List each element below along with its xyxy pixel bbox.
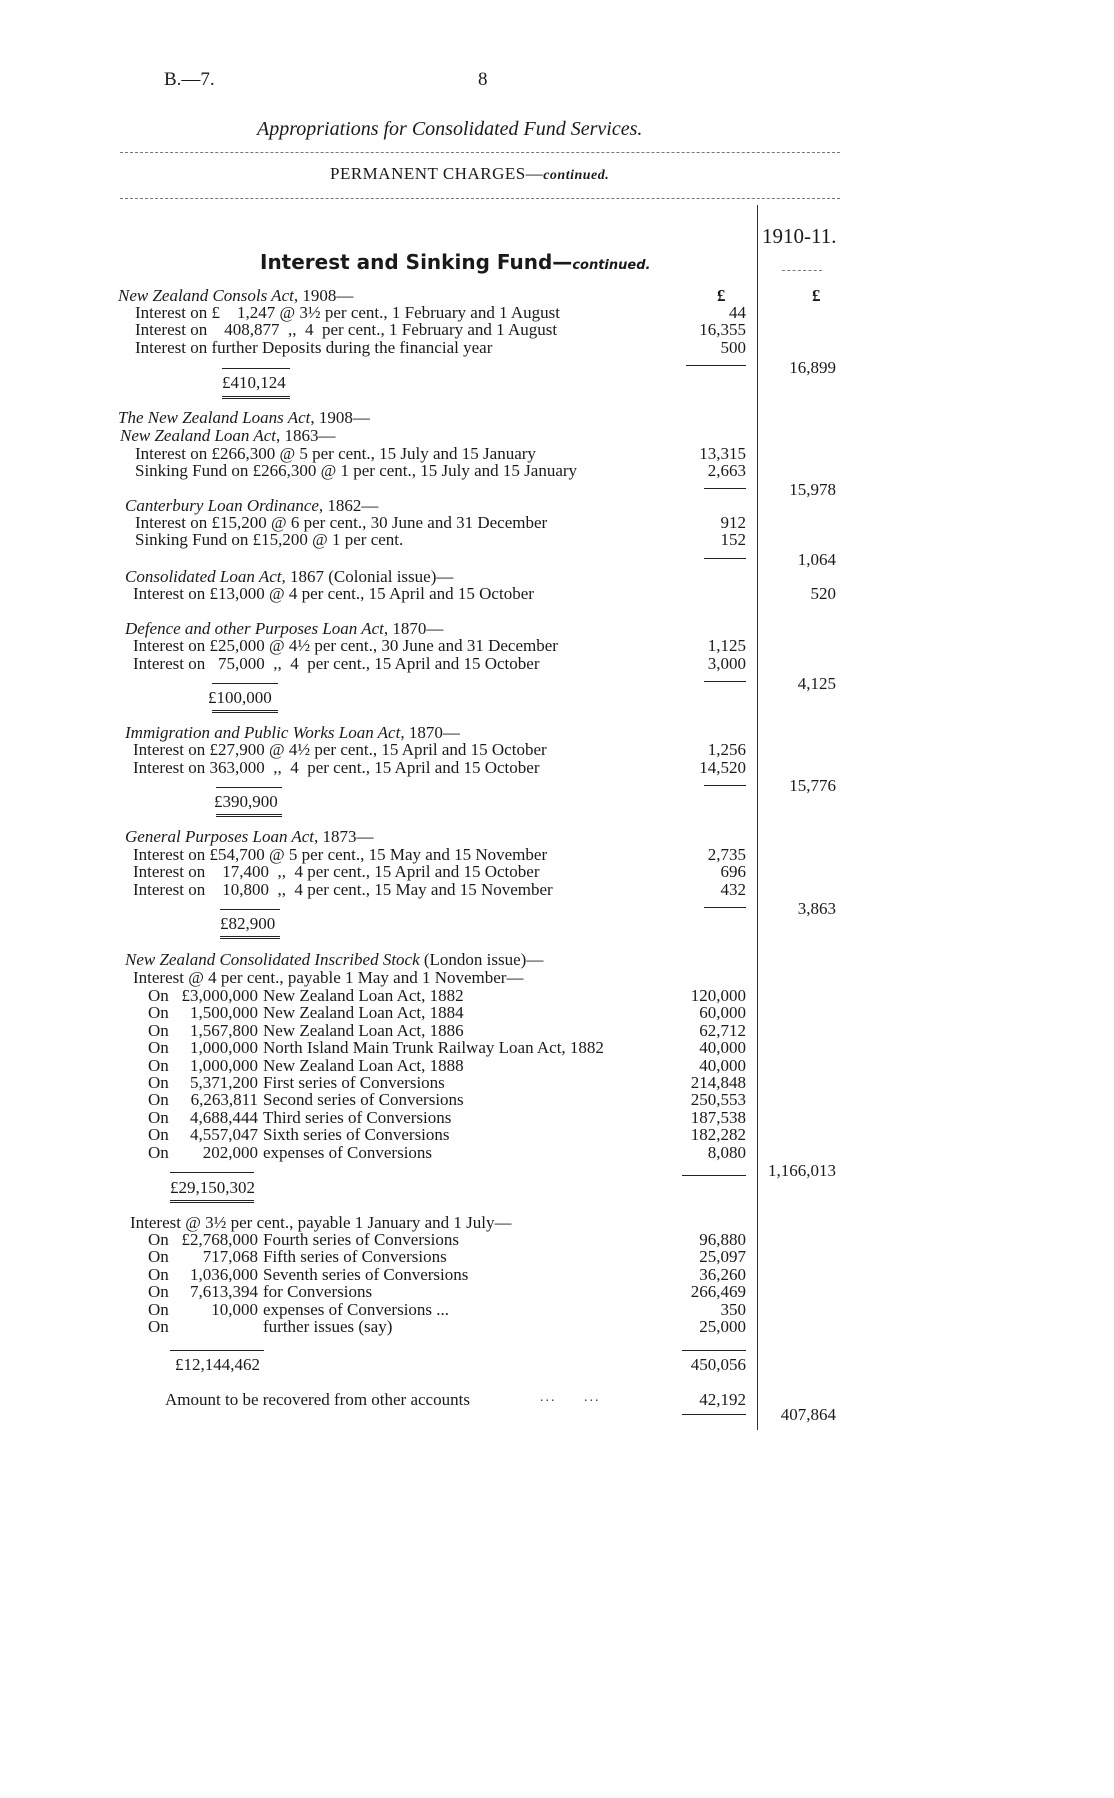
- sum-rule: [170, 1172, 254, 1173]
- section-title: Canterbury Loan Ordinance, 1862—: [125, 496, 379, 515]
- sum-rule: [170, 1350, 264, 1351]
- divider: [120, 198, 840, 199]
- row-prefix: On: [148, 1125, 169, 1145]
- pound-sign-year-column: £: [812, 286, 821, 305]
- year-column-header: 1910-11.: [762, 224, 837, 248]
- section-total: 15,978: [789, 480, 836, 499]
- row-description: New Zealand Loan Act, 1882: [263, 986, 464, 1005]
- row-description: Fifth series of Conversions: [263, 1247, 447, 1267]
- section-heading: Interest and Sinking Fund—continued.: [260, 250, 651, 274]
- row-description: New Zealand Loan Act, 1886: [263, 1020, 464, 1040]
- capital-value: 1,500,000: [190, 1003, 258, 1023]
- section-subtitle: New Zealand Loan Act, 1863—: [120, 426, 336, 445]
- line-item-amount: 912: [720, 513, 746, 532]
- row-prefix: On: [148, 1247, 169, 1267]
- recovered-label: Amount to be recovered from other accounts: [165, 1390, 470, 1409]
- row-prefix: On: [148, 1317, 169, 1336]
- group-heading: Interest @ 3½ per cent., payable 1 January and 1 July—: [130, 1213, 512, 1232]
- divider: [120, 152, 840, 153]
- double-rule: [216, 814, 282, 817]
- line-item-amount: 8,080: [707, 1142, 746, 1162]
- capital-value: 4,688,444: [190, 1107, 258, 1127]
- row-prefix: On: [148, 1264, 169, 1284]
- row-prefix: On: [148, 1073, 169, 1092]
- sum-rule: [216, 787, 282, 788]
- section-title: The New Zealand Loans Act, 1908—: [118, 408, 370, 427]
- line-item-label: Interest on further Deposits during the financial year: [135, 338, 493, 357]
- row-description: expenses of Conversions ...: [263, 1299, 450, 1319]
- sum-rule: [222, 368, 290, 369]
- capital-value: 1,567,800: [190, 1020, 258, 1040]
- sum-rule: [682, 1175, 746, 1176]
- line-item-label: Interest on 10,800 ,, 4 per cent., 15 May and 15 November: [133, 880, 553, 899]
- line-item-amount: 1,125: [707, 636, 746, 655]
- row-description: Fourth series of Conversions: [263, 1230, 459, 1249]
- sum-rule: [220, 909, 280, 910]
- capital-value: 10,000: [211, 1299, 258, 1319]
- sum-rule: [704, 488, 746, 489]
- line-item-amount: 13,315: [699, 444, 746, 463]
- page-subtitle: PERMANENT CHARGES—continued.: [330, 164, 610, 183]
- row-prefix: On: [148, 1142, 169, 1162]
- section-total: 16,899: [789, 358, 836, 377]
- row-prefix: On: [148, 1055, 169, 1075]
- row-description: Sixth series of Conversions: [263, 1125, 450, 1145]
- sum-rule: [704, 785, 746, 786]
- line-item-amount: 96,880: [699, 1230, 746, 1249]
- line-item-label: Interest on 363,000 ,, 4 per cent., 15 April and 15 October: [133, 758, 540, 777]
- capital-value: 202,000: [202, 1142, 258, 1162]
- capital-value: 6,263,811: [190, 1090, 258, 1110]
- sum-rule: [704, 681, 746, 682]
- leader-dots: ... ...: [540, 1390, 601, 1405]
- line-item-amount: 152: [720, 530, 746, 549]
- line-item-amount: 250,553: [690, 1090, 746, 1110]
- line-item-amount: 40,000: [699, 1038, 746, 1058]
- row-description: further issues (say): [263, 1317, 393, 1336]
- line-item-label: Sinking Fund on £266,300 @ 1 per cent., 15 July and 15 January: [135, 461, 578, 480]
- line-item-amount: 696: [720, 862, 746, 881]
- section-title: New Zealand Consols Act, 1908—: [118, 286, 354, 305]
- pound-sign-amount-column: £: [717, 286, 726, 305]
- capital-value: 4,557,047: [190, 1125, 258, 1145]
- double-rule: [220, 936, 280, 939]
- page-number: 8: [478, 69, 488, 90]
- section-title: Immigration and Public Works Loan Act, 1870—: [125, 723, 460, 742]
- line-item-label: Sinking Fund on £15,200 @ 1 per cent.: [135, 530, 404, 549]
- row-prefix: On: [148, 1230, 169, 1249]
- line-item-amount: 25,097: [699, 1247, 746, 1267]
- subtotal-amount: 450,056: [690, 1355, 746, 1374]
- line-item-amount: 266,469: [690, 1282, 746, 1302]
- capital-value: £3,000,000: [181, 986, 258, 1005]
- line-item-amount: 36,260: [699, 1264, 746, 1284]
- group-heading: Interest @ 4 per cent., payable 1 May and 1 November—: [133, 968, 524, 987]
- line-item-label: Interest on 408,877 ,, 4 per cent., 1 February and 1 August: [135, 320, 558, 339]
- recovered-amount: 42,192: [699, 1390, 746, 1409]
- row-prefix: On: [148, 986, 169, 1005]
- row-prefix: On: [148, 1090, 169, 1110]
- line-item-amount: 3,000: [707, 654, 746, 673]
- line-item-amount: 120,000: [690, 986, 746, 1005]
- line-item-amount: 25,000: [699, 1317, 746, 1336]
- row-prefix: On: [148, 1299, 169, 1319]
- section-title: General Purposes Loan Act, 1873—: [125, 827, 374, 846]
- row-prefix: On: [148, 1282, 169, 1302]
- line-item-amount: 182,282: [690, 1125, 746, 1145]
- row-description: New Zealand Loan Act, 1884: [263, 1003, 464, 1023]
- row-prefix: On: [148, 1003, 169, 1023]
- capital-subtotal: £390,900: [214, 792, 278, 811]
- column-rule: [757, 205, 758, 1430]
- capital-subtotal: £410,124: [222, 373, 286, 392]
- capital-value: 1,000,000: [190, 1038, 258, 1058]
- section-total: 1,064: [797, 550, 836, 569]
- capital-subtotal: £12,144,462: [175, 1355, 260, 1374]
- section-title: Defence and other Purposes Loan Act, 1870—: [125, 619, 444, 638]
- page-title: Appropriations for Consolidated Fund Services.: [257, 118, 643, 140]
- section-total: 520: [810, 584, 836, 603]
- row-prefix: On: [148, 1038, 169, 1058]
- sum-rule: [682, 1350, 746, 1351]
- document-reference: B.—7.: [164, 69, 215, 90]
- row-description: First series of Conversions: [263, 1073, 445, 1092]
- line-item-amount: 432: [720, 880, 746, 899]
- double-rule: [170, 1200, 254, 1203]
- line-item-label: Interest on £25,000 @ 4½ per cent., 30 June and 31 December: [133, 636, 558, 655]
- capital-subtotal: £29,150,302: [170, 1178, 255, 1197]
- divider: [782, 270, 822, 271]
- capital-value: 5,371,200: [190, 1073, 258, 1092]
- sum-rule: [686, 365, 746, 366]
- row-prefix: On: [148, 1020, 169, 1040]
- row-description: North Island Main Trunk Railway Loan Act, 1882: [263, 1038, 604, 1058]
- line-item-amount: 214,848: [690, 1073, 746, 1092]
- capital-value: 1,000,000: [190, 1055, 258, 1075]
- capital-value: 1,036,000: [190, 1264, 258, 1284]
- row-prefix: On: [148, 1107, 169, 1127]
- sum-rule: [212, 683, 278, 684]
- group-total: 1,166,013: [768, 1161, 836, 1180]
- line-item-amount: 62,712: [699, 1020, 746, 1040]
- section-total: 3,863: [797, 899, 836, 918]
- capital-subtotal: £82,900: [220, 914, 276, 933]
- row-description: expenses of Conversions: [263, 1142, 433, 1162]
- line-item-amount: 187,538: [690, 1107, 746, 1127]
- sum-rule: [704, 558, 746, 559]
- line-item-amount: 40,000: [699, 1055, 746, 1075]
- line-item-amount: 500: [720, 338, 746, 357]
- line-item-amount: 60,000: [699, 1003, 746, 1023]
- line-item-label: Interest on 75,000 ,, 4 per cent., 15 April and 15 October: [133, 654, 540, 673]
- line-item-amount: 1,256: [707, 740, 746, 759]
- capital-value: £2,768,000: [181, 1230, 258, 1249]
- line-item-label: Interest on £27,900 @ 4½ per cent., 15 April and 15 October: [133, 740, 547, 759]
- capital-value: 717,068: [202, 1247, 258, 1267]
- capital-value: 7,613,394: [190, 1282, 258, 1302]
- double-rule: [222, 396, 290, 399]
- line-item-amount: 16,355: [699, 320, 746, 339]
- sum-rule: [682, 1414, 746, 1415]
- line-item-amount: 14,520: [699, 758, 746, 777]
- line-item-amount: 2,663: [707, 461, 746, 480]
- line-item-label: Interest on £ 1,247 @ 3½ per cent., 1 February and 1 August: [135, 303, 560, 322]
- group-total: 407,864: [780, 1405, 836, 1424]
- line-item-amount: 2,735: [707, 845, 746, 864]
- capital-subtotal: £100,000: [208, 688, 272, 707]
- sum-rule: [704, 907, 746, 908]
- line-item-amount: 44: [729, 303, 746, 322]
- row-description: for Conversions: [263, 1282, 373, 1302]
- section-title: Consolidated Loan Act, 1867 (Colonial issue)—: [125, 567, 454, 586]
- row-description: Second series of Conversions: [263, 1090, 464, 1110]
- row-description: Seventh series of Conversions: [263, 1264, 469, 1284]
- line-item-amount: 350: [720, 1299, 746, 1319]
- line-item-label: Interest on £54,700 @ 5 per cent., 15 May and 15 November: [133, 845, 548, 864]
- line-item-label: Interest on £266,300 @ 5 per cent., 15 July and 15 January: [135, 444, 536, 463]
- line-item-label: Interest on £13,000 @ 4 per cent., 15 April and 15 October: [133, 584, 534, 603]
- line-item-label: Interest on £15,200 @ 6 per cent., 30 June and 31 December: [135, 513, 548, 532]
- section-total: 4,125: [797, 674, 836, 693]
- line-item-label: Interest on 17,400 ,, 4 per cent., 15 April and 15 October: [133, 862, 540, 881]
- section-title: New Zealand Consolidated Inscribed Stock (London issue)—: [125, 950, 544, 969]
- row-description: New Zealand Loan Act, 1888: [263, 1055, 464, 1075]
- row-description: Third series of Conversions: [263, 1107, 452, 1127]
- section-total: 15,776: [789, 776, 836, 795]
- double-rule: [212, 710, 278, 713]
